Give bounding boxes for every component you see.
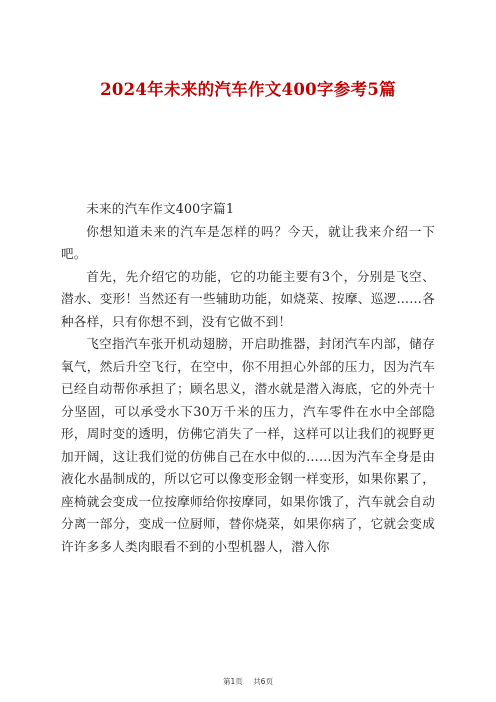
page-total: 共6页 [253, 677, 273, 686]
document-body [61, 198, 435, 558]
body-paragraph: 飞空指汽车张开机动翅膀，开启助推器，封闭汽车内部，储存氧气，然后升空飞行，在空中，你不用担心外部的压力，因为汽车已经自动帮你承担了；顾名思义，潜水就是潜入海底，它的外壳十分坚固，可以承受水下30万千米的压力，汽车零件在水中全部隐形，周时变的透明，仿佛它消失了一样，这样可以让我们的视野更加开阔，这让我们觉的仿佛自己在水中似的……因为汽车全身是由液化水晶制成的，所以它可以像变形金钢一样变形，如果你累了，座椅就会变成一位按摩师给你按摩同，如果你饿了，汽车就会自动分离一部分，变成一位厨师，替你烧菜，如果你病了，它就会变成许许多多人类肉眼看不到的小型机器人，潜入你 [61, 336, 435, 554]
page-number: 第1页 [223, 677, 243, 686]
body-paragraph: 首先，先介绍它的功能，它的功能主要有3个，分别是飞空、潜水、变形！当然还有一些辅助功能，如烧菜、按摩、巡逻……各种各样，只有你想不到，没有它做不到！ [61, 268, 435, 329]
page-footer [0, 676, 496, 687]
document-title: 2024年未来的汽车作文400字参考5篇 [100, 80, 396, 99]
body-paragraph: 你想知道未来的汽车是怎样的吗？今天，就让我来介绍一下吧。 [61, 223, 435, 261]
section-heading: 未来的汽车作文400字篇1 [86, 201, 235, 216]
